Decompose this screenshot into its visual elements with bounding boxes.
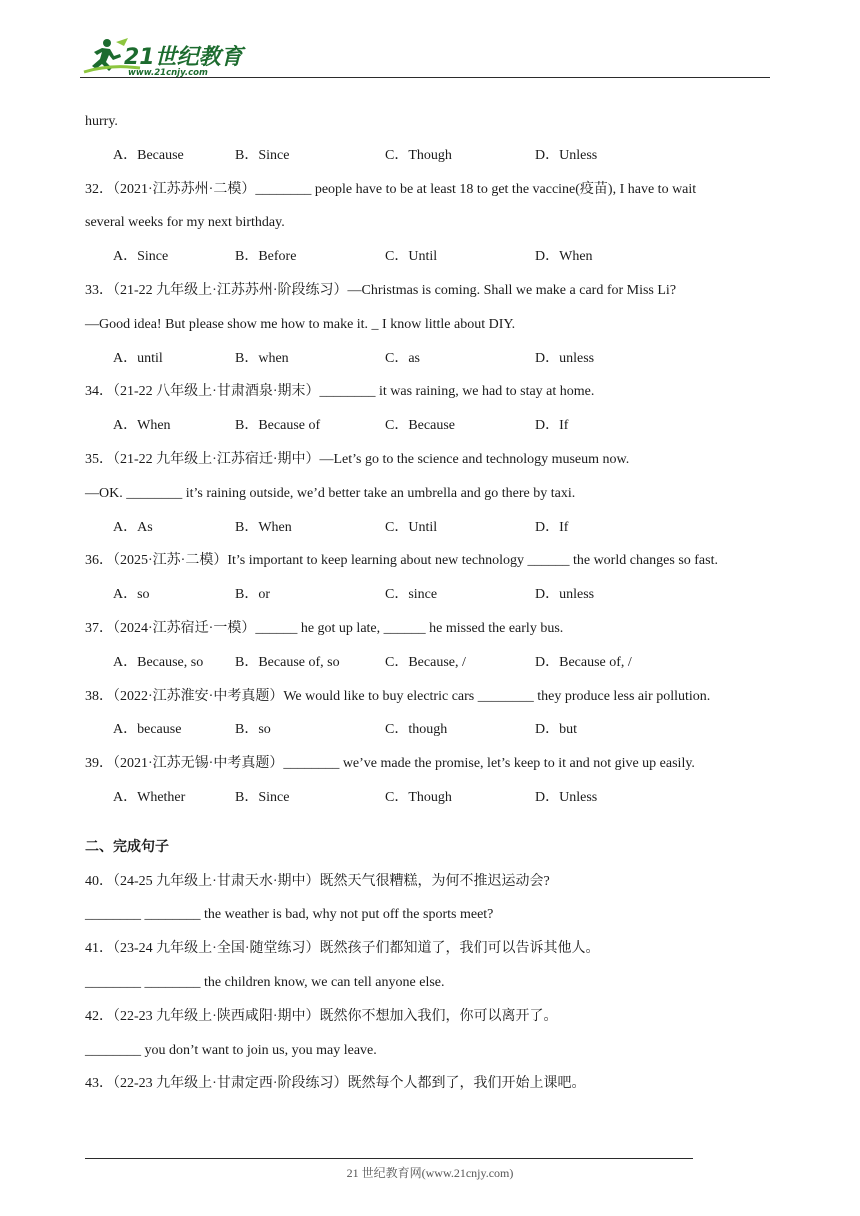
- logo-main-text: 21世纪教育: [124, 45, 243, 70]
- question-line: several weeks for my next birthday.: [85, 215, 285, 231]
- option-d: D．Unless: [535, 789, 598, 805]
- option-b: B．Before: [235, 249, 297, 265]
- answer-options: [85, 713, 785, 747]
- option-a: A．Since: [113, 249, 169, 265]
- question-line: 32．（2021·江苏苏州·二模）________ people have to be at least 18 to get the vaccine(疫苗), I have to wait: [85, 181, 697, 197]
- question-line: 33．（21-22 九年级上·江苏苏州·阶段练习）—Christmas is coming. Shall we make a card for Miss Li?: [85, 282, 677, 298]
- option-a: A．As: [113, 519, 153, 535]
- site-logo: [80, 34, 250, 78]
- option-b: B．when: [235, 350, 289, 366]
- question-line: 42．（22-23 九年级上·陕西咸阳·期中）既然你不想加入我们，你可以离开了。: [85, 1008, 558, 1024]
- option-a: A．so: [113, 587, 150, 603]
- answer-options: [85, 578, 785, 612]
- option-d: D．If: [535, 519, 569, 535]
- option-a: A．until: [113, 350, 163, 366]
- question-line: —OK. ________ it’s raining outside, we’d better take an umbrella and go there by taxi.: [85, 485, 576, 501]
- question-line: —Good idea! But please show me how to make it. _ I know little about DIY.: [85, 316, 516, 332]
- question-line: 37．（2024·江苏宿迁·一模）______ he got up late, ______ he missed the early bus.: [85, 620, 564, 636]
- option-d: D．When: [535, 249, 593, 265]
- answer-options: [85, 646, 785, 680]
- answer-options: [85, 342, 785, 376]
- option-c: C．Because, /: [385, 654, 466, 670]
- option-d: D．Unless: [535, 147, 598, 163]
- question-line: ________ ________ the children know, we can tell anyone else.: [85, 974, 445, 990]
- option-c: C．as: [385, 350, 420, 366]
- option-b: B．or: [235, 587, 270, 603]
- footer-rule: [85, 1158, 693, 1159]
- option-d: D．If: [535, 418, 569, 434]
- question-line: 40．（24-25 九年级上·甘肃天水·期中）既然天气很糟糕，为何不推迟运动会?: [85, 873, 550, 889]
- option-a: A．Because: [113, 147, 184, 163]
- question-line: 38．（2022·江苏淮安·中考真题）We would like to buy electric cars ________ they produce less air pollution.: [85, 688, 711, 704]
- option-c: C．Though: [385, 789, 452, 805]
- option-c: C．Until: [385, 249, 438, 265]
- answer-options: [85, 139, 785, 173]
- option-b: B．Since: [235, 147, 290, 163]
- option-d: D．Because of, /: [535, 654, 632, 670]
- question-line: ________ ________ the weather is bad, why not put off the sports meet?: [85, 907, 494, 923]
- header-rule: [80, 77, 770, 78]
- option-d: D．unless: [535, 350, 595, 366]
- section-title: 二、完成句子: [85, 838, 169, 855]
- option-d: D．but: [535, 722, 577, 738]
- question-line: 39．（2021·江苏无锡·中考真题）________ we’ve made the promise, let’s keep to it and not give up easily.: [85, 756, 695, 772]
- option-a: A．Because, so: [113, 654, 204, 670]
- option-c: C．Until: [385, 519, 438, 535]
- option-a: A．Whether: [113, 789, 186, 805]
- option-b: B．When: [235, 519, 292, 535]
- answer-options: [85, 409, 785, 443]
- page-footer: 21 世纪教育网(www.21cnjy.com): [346, 1166, 514, 1180]
- question-line: ________ you don’t want to join us, you may leave.: [85, 1042, 377, 1058]
- option-b: B．Because of: [235, 418, 321, 434]
- question-line: 34．（21-22 八年级上·甘肃酒泉·期末）________ it was raining, we had to stay at home.: [85, 384, 595, 400]
- option-a: A．When: [113, 418, 171, 434]
- question-line: hurry.: [85, 114, 118, 129]
- option-a: A．because: [113, 722, 182, 738]
- answer-options: [85, 511, 785, 545]
- option-c: C．since: [385, 587, 438, 603]
- question-content: [85, 105, 785, 1101]
- option-d: D．unless: [535, 587, 595, 603]
- answer-options: [85, 240, 785, 274]
- logo-url-text: www.21cnjy.com: [128, 68, 208, 78]
- question-line: 35．（21-22 九年级上·江苏宿迁·期中）—Let’s go to the science and technology museum now.: [85, 451, 630, 467]
- question-line: 36．（2025·江苏·二模）It’s important to keep learning about new technology ______ the world changes so fast.: [85, 553, 718, 569]
- question-line: 43．（22-23 九年级上·甘肃定西·阶段练习）既然每个人都到了，我们开始上课吧。: [85, 1076, 586, 1092]
- option-b: B．Since: [235, 789, 290, 805]
- question-line: 41．（23-24 九年级上·全国·随堂练习）既然孩子们都知道了，我们可以告诉其他人。: [85, 941, 600, 957]
- page-header: [80, 34, 770, 78]
- option-c: C．Because: [385, 418, 455, 434]
- option-c: C．Though: [385, 147, 452, 163]
- option-b: B．Because of, so: [235, 654, 340, 670]
- option-c: C．though: [385, 722, 448, 738]
- option-b: B．so: [235, 722, 271, 738]
- answer-options: [85, 781, 785, 815]
